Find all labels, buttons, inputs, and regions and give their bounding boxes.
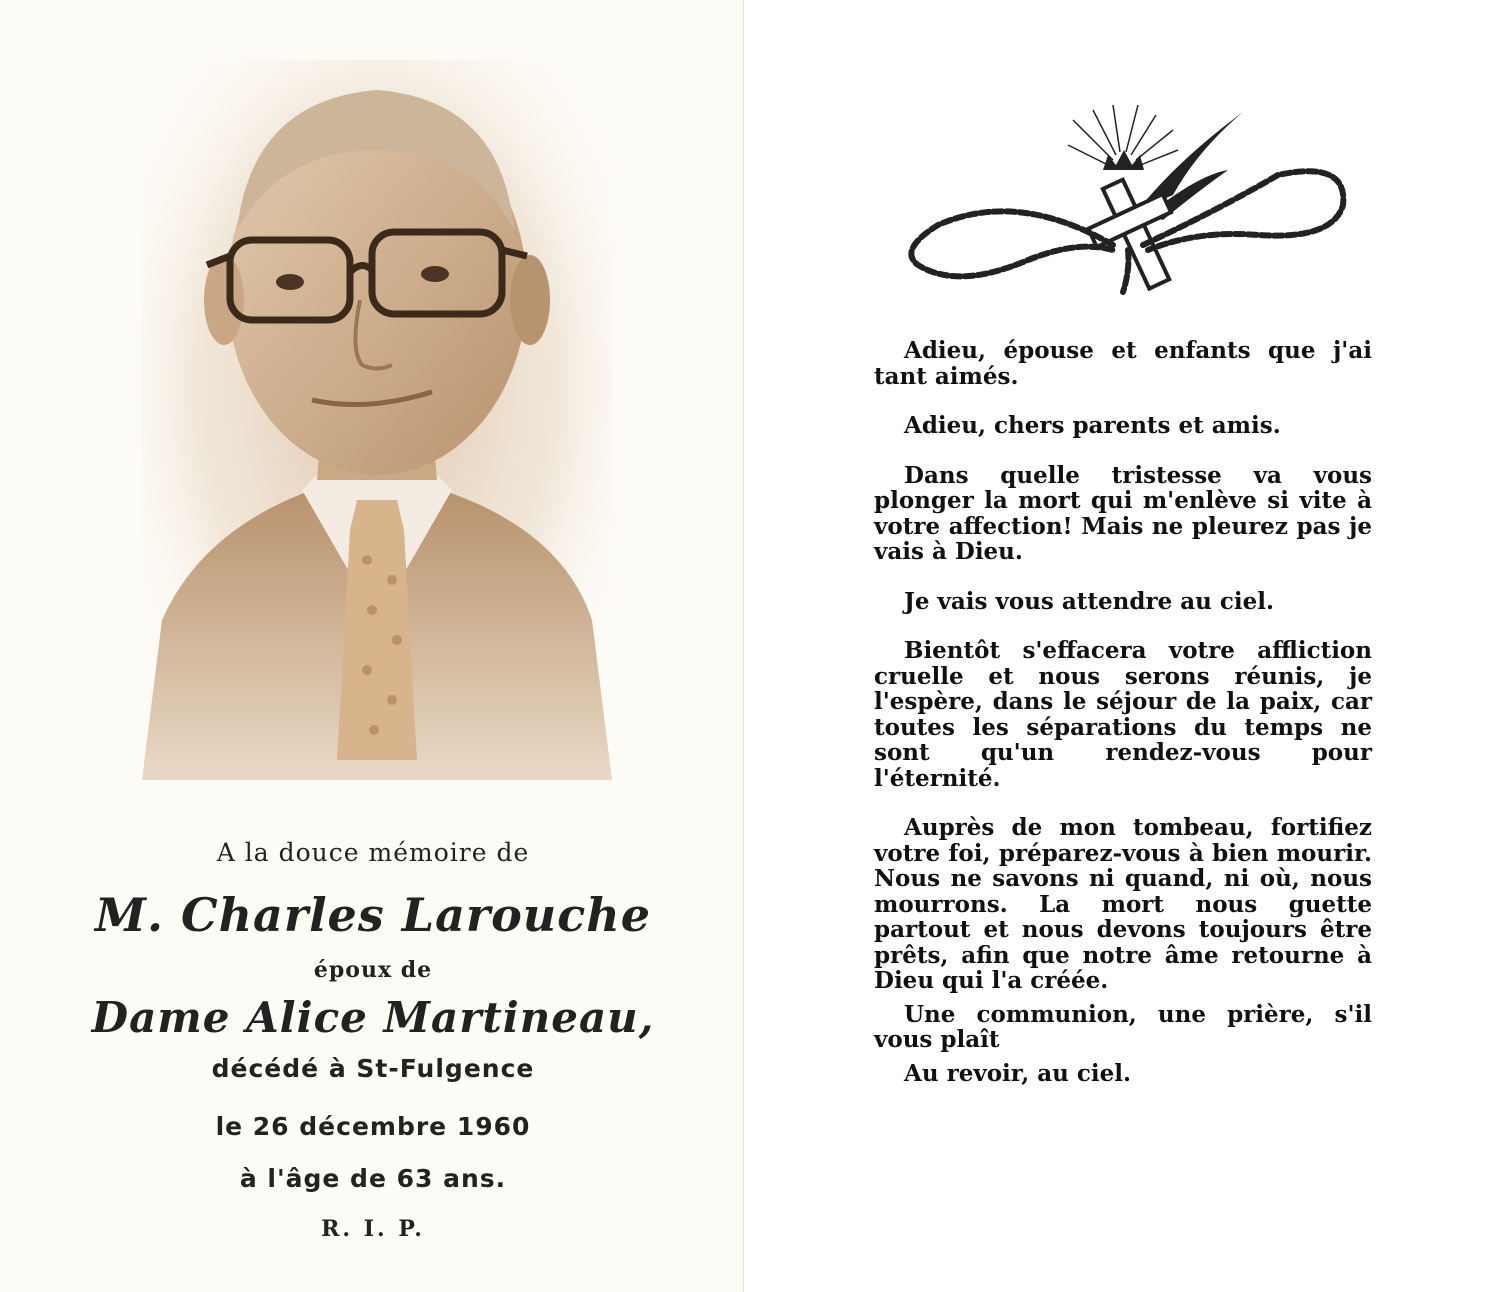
spouse-name: Dame Alice Martineau, bbox=[91, 993, 655, 1042]
rip-text: R. I. P. bbox=[321, 1216, 425, 1242]
spouse-relation: époux de bbox=[313, 957, 433, 983]
poem-paragraph: Adieu, épouse et enfants que j'ai tant aimés. bbox=[874, 337, 1372, 390]
rosary-cross-icon bbox=[898, 100, 1358, 295]
poem-paragraph: Bientôt s'effacera votre affliction cruelle et nous serons réunis, je l'espère, dans le séjour de la paix, car toutes les séparations du temps ne sont qu'un rendez-vous pour l'éternité. bbox=[874, 637, 1372, 792]
dedication-line: A la douce mémoire de bbox=[216, 838, 530, 867]
poem-paragraph: Je vais vous attendre au ciel. bbox=[904, 587, 1274, 615]
poem-paragraph: Auprès de mon tombeau, fortifiez votre foi, préparez-vous à bien mourir. Nous ne savons ni quand, ni où, nous mourrons. La mort nous guette partout et nous devons toujours être prêts, afin que notre âme retourne à Dieu qui l'a créée. bbox=[874, 814, 1372, 994]
deceased-name: M. Charles Larouche bbox=[95, 888, 651, 942]
back-card bbox=[748, 0, 1500, 1292]
poem-paragraph: Adieu, chers parents et amis. bbox=[904, 412, 1281, 439]
portrait-photo bbox=[142, 60, 612, 780]
age-at-death: à l'âge de 63 ans. bbox=[239, 1164, 507, 1193]
man-portrait-icon bbox=[142, 60, 612, 780]
poem-paragraph: Au revoir, au ciel. bbox=[904, 1059, 1131, 1087]
rosary-emblem bbox=[898, 100, 1358, 295]
poem-paragraph: Une communion, une prière, s'il vous plaît bbox=[874, 1000, 1372, 1053]
farewell-poem bbox=[874, 338, 1372, 1110]
death-place: décédé à St-Fulgence bbox=[211, 1054, 535, 1083]
death-date: le 26 décembre 1960 bbox=[215, 1112, 531, 1141]
front-card bbox=[2, 0, 744, 1292]
poem-paragraph: Dans quelle tristesse va vous plonger la mort qui m'enlève si vite à votre affection! Mais ne pleurez pas je vais à Dieu. bbox=[874, 461, 1372, 565]
